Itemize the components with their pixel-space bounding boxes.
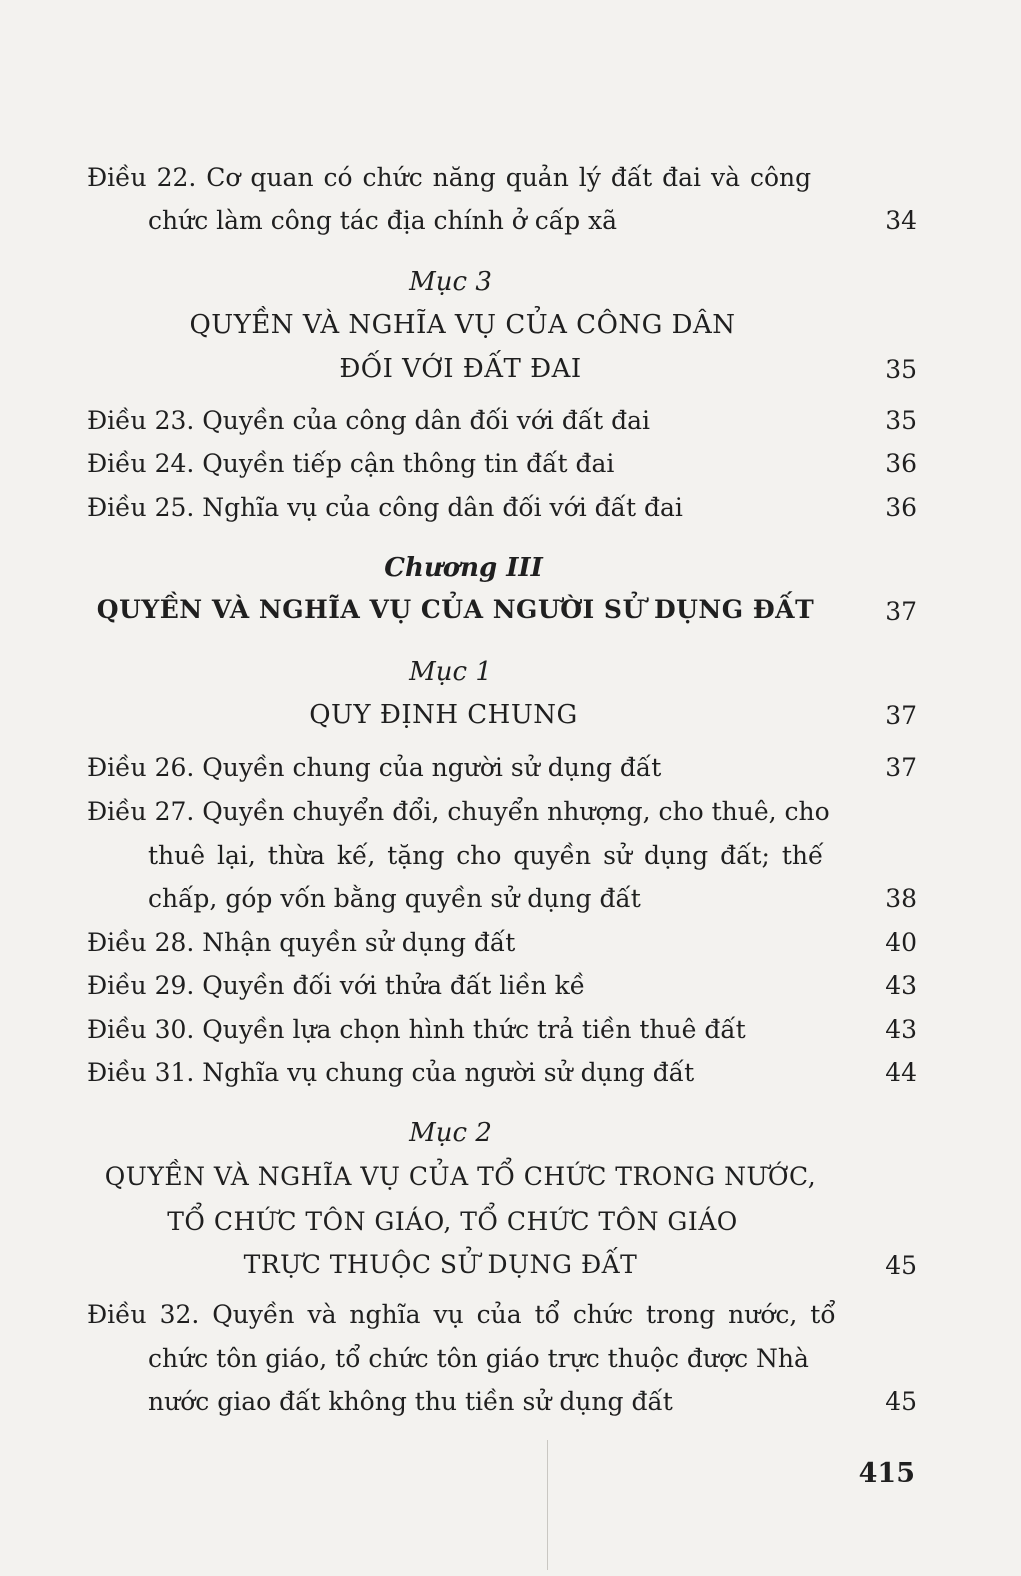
toc-entry-dieu-28: Điều 28. Nhận quyền sử dụng đất (87, 928, 516, 957)
toc-page-number: 45 (885, 1251, 917, 1280)
toc-page-number: 38 (885, 884, 917, 913)
binding-crease (547, 1440, 548, 1570)
toc-entry-dieu-32-line3: nước giao đất không thu tiền sử dụng đất (148, 1387, 673, 1416)
toc-page-number: 37 (885, 753, 917, 782)
toc-entry-dieu-32-line2: chức tôn giáo, tổ chức tôn giáo trực thuộc được Nhà (148, 1344, 809, 1373)
section-label-muc-1: Mục 1 (409, 657, 492, 687)
toc-entry-dieu-27-line3: chấp, góp vốn bằng quyền sử dụng đất (148, 884, 641, 913)
chapter-label-chuong-3: Chương III (384, 553, 543, 583)
toc-entry-dieu-30: Điều 30. Quyền lựa chọn hình thức trả tiền thuê đất (87, 1015, 746, 1044)
toc-page-number: 44 (885, 1058, 917, 1087)
toc-page-number: 43 (885, 971, 917, 1000)
toc-entry-dieu-25: Điều 25. Nghĩa vụ của công dân đối với đất đai (87, 493, 683, 522)
toc-entry-dieu-27-line2: thuê lại, thừa kế, tặng cho quyền sử dụng đất; thế (148, 841, 824, 870)
page-number: 415 (858, 1458, 915, 1489)
toc-page-number: 43 (885, 1015, 917, 1044)
toc-page-number: 37 (885, 597, 917, 626)
toc-page-number: 37 (885, 701, 917, 730)
section-title-muc-2-line1: QUYỀN VÀ NGHĨA VỤ CỦA TỔ CHỨC TRONG NƯỚC, (104, 1162, 817, 1191)
section-title-muc-3-line2: ĐỐI VỚI ĐẤT ĐAI (339, 354, 582, 384)
toc-page-number: 34 (885, 206, 917, 235)
chapter-title-chuong-3: QUYỀN VÀ NGHĨA VỤ CỦA NGƯỜI SỬ DỤNG ĐẤT (96, 595, 815, 624)
section-label-muc-2: Mục 2 (409, 1118, 492, 1148)
toc-entry-dieu-27-line1: Điều 27. Quyền chuyển đổi, chuyển nhượng, cho thuê, cho (87, 797, 830, 826)
toc-entry-dieu-24: Điều 24. Quyền tiếp cận thông tin đất đai (87, 449, 615, 478)
toc-page-number: 40 (885, 928, 917, 957)
section-title-muc-2-line2: TỔ CHỨC TÔN GIÁO, TỔ CHỨC TÔN GIÁO (167, 1207, 738, 1236)
toc-page-number: 35 (885, 355, 917, 384)
toc-entry-dieu-31: Điều 31. Nghĩa vụ chung của người sử dụng đất (87, 1058, 695, 1087)
toc-entry-dieu-22-line2: chức làm công tác địa chính ở cấp xã (148, 206, 618, 235)
toc-entry-dieu-23: Điều 23. Quyền của công dân đối với đất đai (87, 406, 651, 435)
toc-page-number: 45 (885, 1387, 917, 1416)
toc-page-number: 36 (885, 449, 917, 478)
toc-page-number: 35 (885, 406, 917, 435)
section-title-muc-1: QUY ĐỊNH CHUNG (309, 700, 578, 730)
toc-entry-dieu-29: Điều 29. Quyền đối với thửa đất liền kề (87, 971, 586, 1000)
section-title-muc-2-line3: TRỰC THUỘC SỬ DỤNG ĐẤT (243, 1250, 638, 1279)
toc-page-number: 36 (885, 493, 917, 522)
toc-entry-dieu-22-line1: Điều 22. Cơ quan có chức năng quản lý đất đai và công (87, 163, 812, 192)
section-title-muc-3-line1: QUYỀN VÀ NGHĨA VỤ CỦA CÔNG DÂN (189, 310, 736, 340)
toc-entry-dieu-26: Điều 26. Quyền chung của người sử dụng đất (87, 753, 662, 782)
toc-entry-dieu-32-line1: Điều 32. Quyền và nghĩa vụ của tổ chức trong nước, tổ (87, 1300, 836, 1329)
section-label-muc-3: Mục 3 (409, 267, 492, 297)
